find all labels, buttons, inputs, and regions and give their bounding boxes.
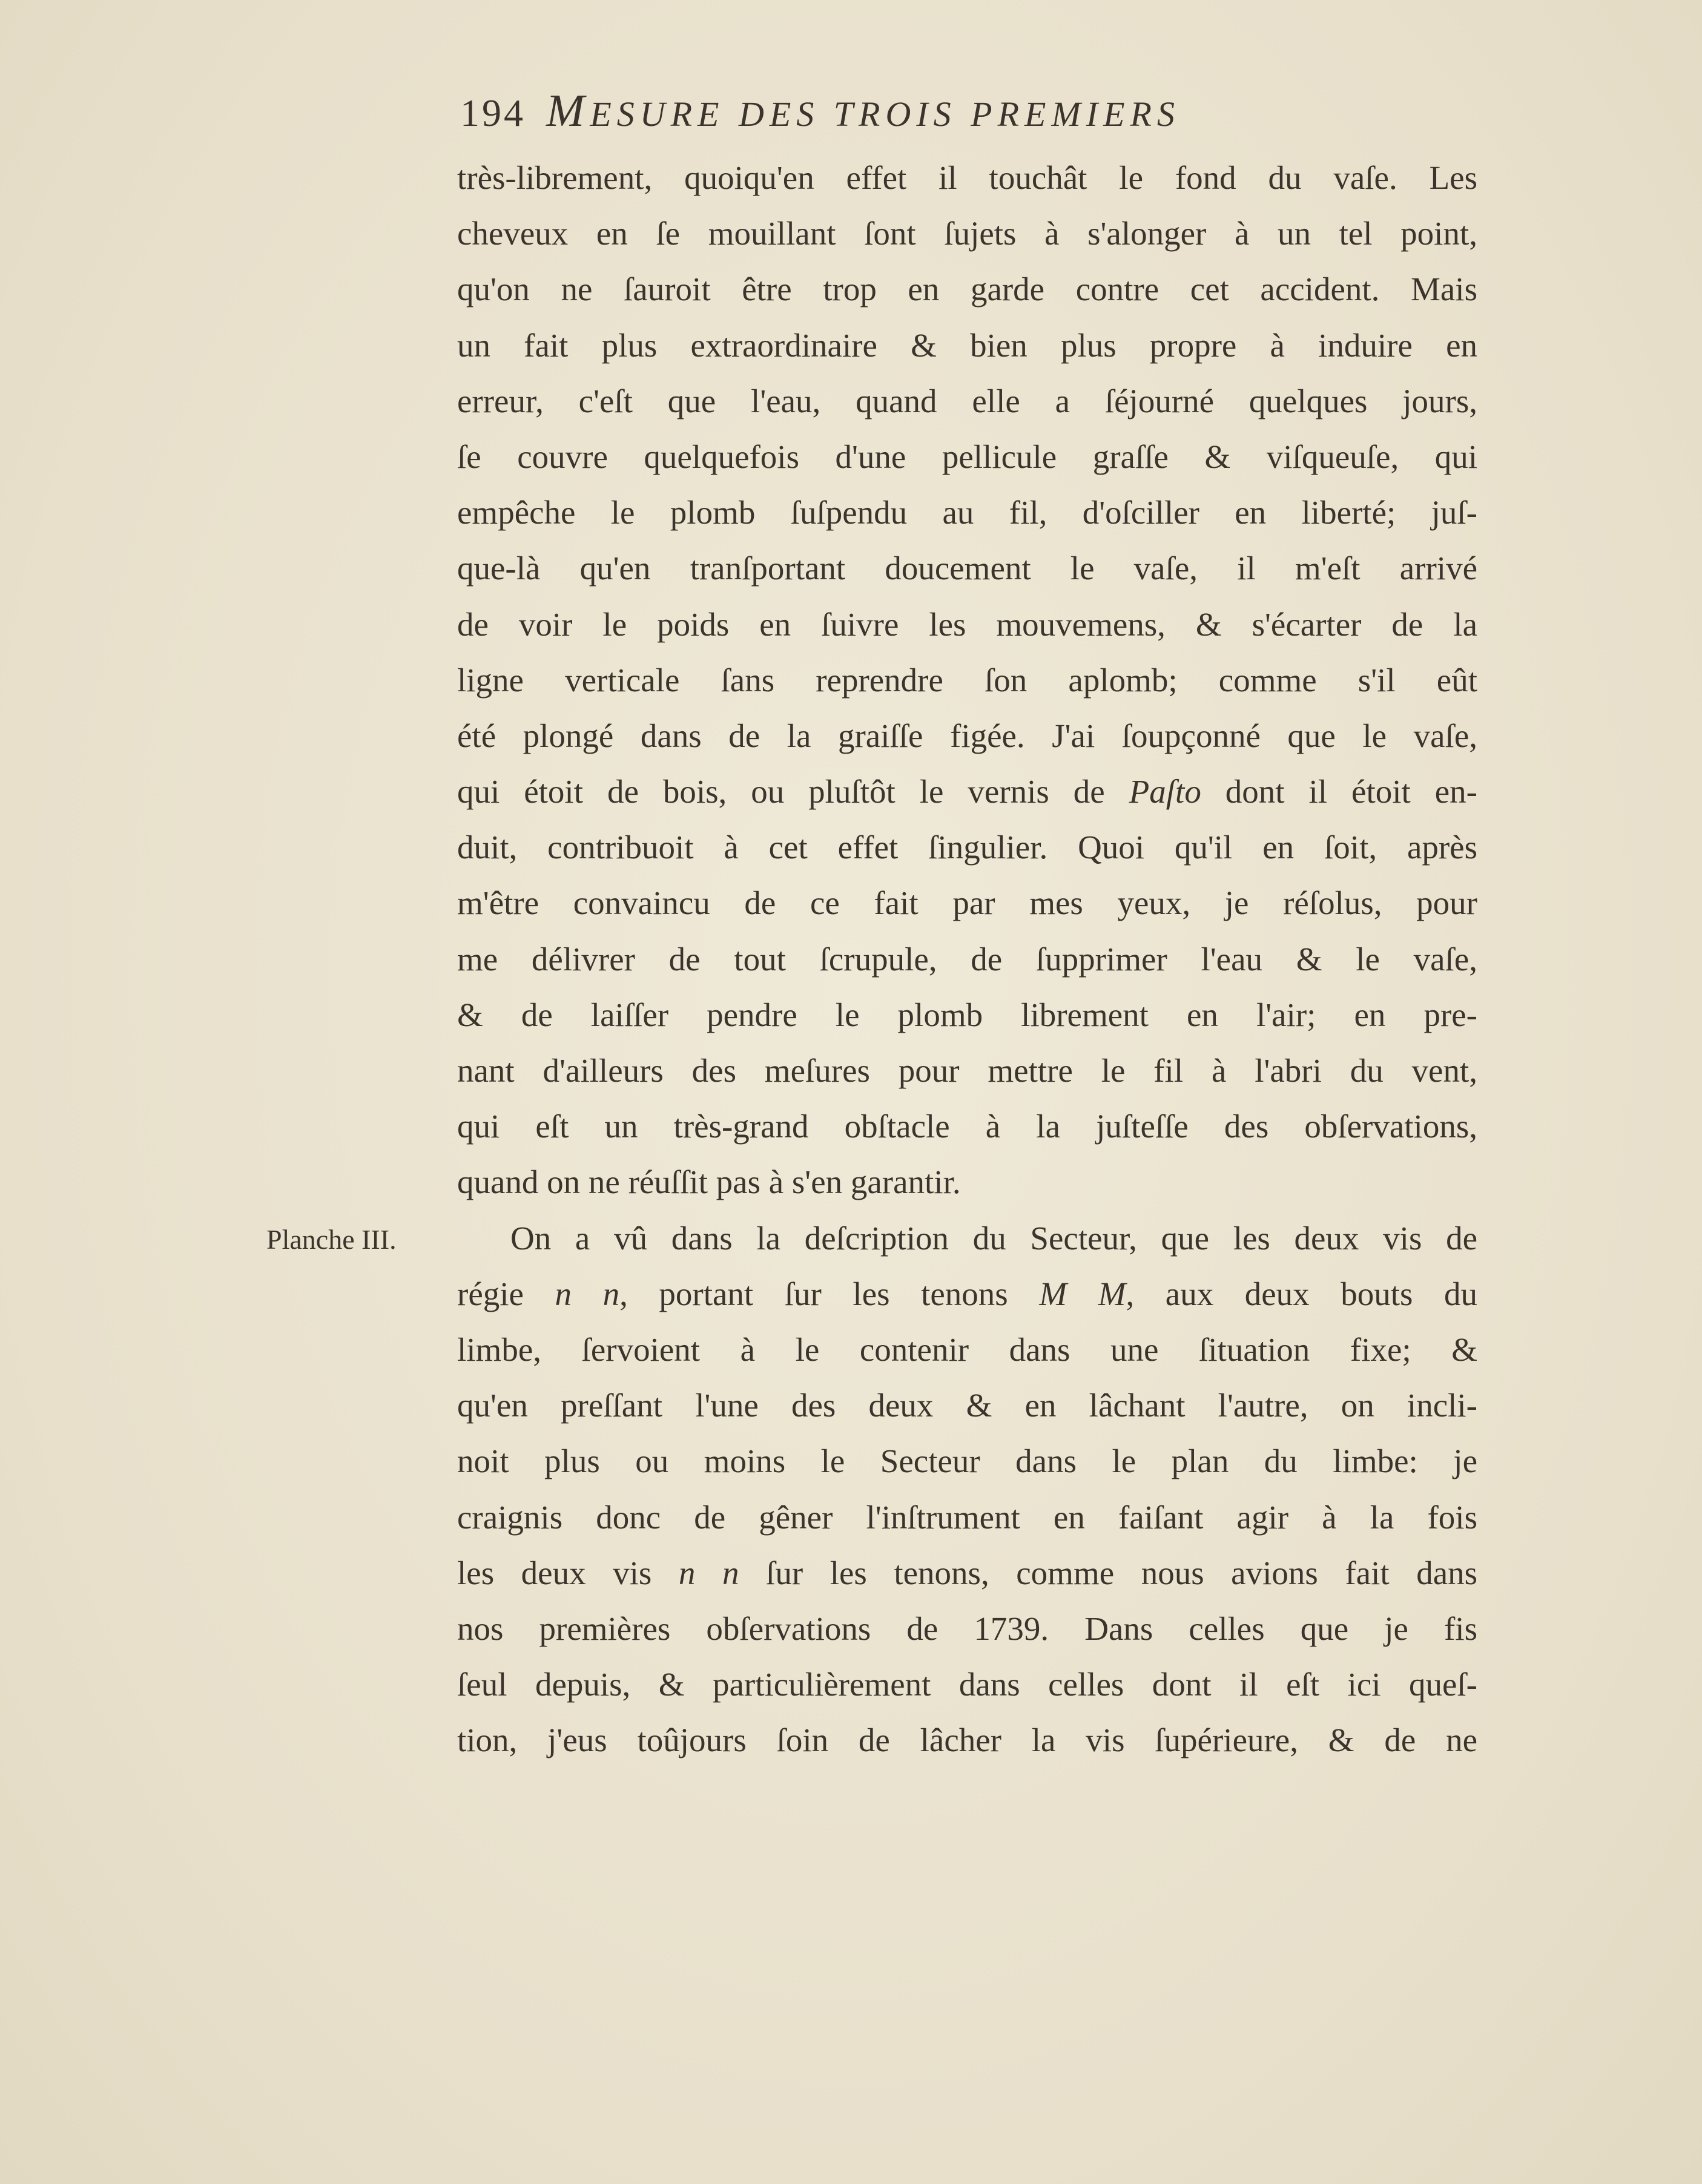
text-segment: de voir le poids en ſuivre les mouvemens, & s'écarter de la	[457, 605, 1477, 643]
text-line	[457, 429, 1477, 485]
text-line	[457, 820, 1477, 875]
text-segment: quand on ne réuſſit pas à s'en garantir.	[457, 1163, 961, 1201]
text-segment: tion, j'eus toûjours ſoin de lâcher la vis ſupérieure, & de ne	[457, 1722, 1477, 1759]
margin-note: Planche III.	[266, 1224, 397, 1255]
text-segment: me délivrer de tout ſcrupule, de ſupprimer l'eau & le vaſe,	[457, 940, 1477, 978]
text-line	[457, 764, 1477, 820]
text-line	[457, 1657, 1477, 1712]
text-segment: ſeul depuis, & particulièrement dans celles dont il eſt ici queſ-	[457, 1666, 1477, 1703]
text-segment: , portant ſur les tenons	[619, 1275, 1040, 1312]
running-title-initial: M	[546, 85, 590, 136]
text-segment: qui eſt un très-grand obſtacle à la juſteſſe des obſervations,	[457, 1108, 1477, 1145]
text-line	[457, 1043, 1477, 1099]
running-header	[460, 85, 1489, 139]
text-line	[457, 708, 1477, 764]
text-segment: ſe couvre quelquefois d'une pellicule graſſe & viſqueuſe, qui	[457, 438, 1477, 475]
text-segment: noit plus ou moins le Secteur dans le plan du limbe: je	[457, 1442, 1477, 1480]
text-segment: été plongé dans de la graiſſe figée. J'ai ſoupçonné que le vaſe,	[457, 717, 1477, 754]
body-text	[457, 150, 1477, 1768]
text-segment: erreur, c'eſt que l'eau, quand elle a ſéjourné quelques jours,	[457, 382, 1477, 419]
text-segment: très-librement, quoiqu'en effet il touchât le fond du vaſe. Les	[457, 159, 1477, 196]
text-segment: qui étoit de bois, ou pluſtôt le vernis de	[457, 773, 1129, 811]
text-line	[457, 1266, 1477, 1322]
text-line	[457, 1601, 1477, 1657]
text-segment: qu'en preſſant l'une des deux & en lâchant l'autre, on incli-	[457, 1387, 1477, 1424]
text-segment: nos premières obſervations de 1739. Dans celles que je fis	[457, 1610, 1477, 1647]
text-segment: qu'on ne ſauroit être trop en garde contre cet accident. Mais	[457, 271, 1477, 308]
text-segment: que-là qu'en tranſportant doucement le vaſe, il m'eſt arrivé	[457, 550, 1477, 587]
text-segment: duit, contribuoit à cet effet ſingulier. Quoi qu'il en ſoit, après	[457, 829, 1477, 866]
italic-text: n n	[678, 1554, 739, 1591]
text-line	[457, 373, 1477, 429]
text-line	[457, 1099, 1477, 1154]
text-segment: craignis donc de gêner l'inſtrument en faiſant agir à la fois	[457, 1498, 1477, 1536]
text-line	[457, 1545, 1477, 1601]
italic-text: n n	[555, 1275, 620, 1312]
text-line	[457, 485, 1477, 541]
text-line	[457, 261, 1477, 317]
text-segment: les deux vis	[457, 1554, 679, 1591]
text-line	[457, 1378, 1477, 1433]
running-title	[546, 85, 1180, 136]
text-segment: m'être convaincu de ce fait par mes yeux, je réſolus, pour	[457, 884, 1477, 922]
text-line	[457, 206, 1477, 261]
text-segment: limbe, ſervoient à le contenir dans une ſituation fixe; &	[457, 1330, 1477, 1368]
text-line	[457, 1154, 1477, 1210]
text-line	[457, 1433, 1477, 1489]
text-line	[457, 318, 1477, 373]
running-title-rest: ESURE DES TROIS PREMIERS	[590, 94, 1180, 134]
text-line	[457, 1211, 1477, 1266]
text-line	[457, 1712, 1477, 1768]
text-line	[457, 1490, 1477, 1545]
text-line	[457, 150, 1477, 206]
text-segment: dont il étoit en-	[1201, 773, 1477, 811]
text-segment: empêche le plomb ſuſpendu au fil, d'oſciller en liberté; juſ-	[457, 494, 1477, 531]
text-line	[457, 541, 1477, 596]
text-segment: cheveux en ſe mouillant ſont ſujets à s'alonger à un tel point,	[457, 215, 1477, 252]
text-segment: régie	[457, 1275, 555, 1312]
text-segment: ligne verticale ſans reprendre ſon aplomb; comme s'il eût	[457, 661, 1477, 699]
text-segment: ſur les tenons, comme nous avions fait dans	[739, 1554, 1478, 1591]
italic-text: Paſto	[1129, 773, 1201, 811]
page-number: 194	[460, 91, 526, 134]
text-line	[457, 875, 1477, 931]
italic-text: M M	[1039, 1275, 1126, 1312]
text-line	[457, 653, 1477, 708]
text-line	[457, 932, 1477, 987]
text-line	[457, 987, 1477, 1043]
text-segment: nant d'ailleurs des meſures pour mettre le fil à l'abri du vent,	[457, 1052, 1477, 1089]
text-segment: , aux deux bouts du	[1126, 1275, 1478, 1312]
text-segment: & de laiſſer pendre le plomb librement en l'air; en pre-	[457, 996, 1477, 1033]
text-line	[457, 597, 1477, 653]
text-segment: On a vû dans la deſcription du Secteur, que les deux vis de	[510, 1219, 1477, 1257]
text-segment: un fait plus extraordinaire & bien plus propre à induire en	[457, 326, 1477, 364]
text-line	[457, 1322, 1477, 1378]
